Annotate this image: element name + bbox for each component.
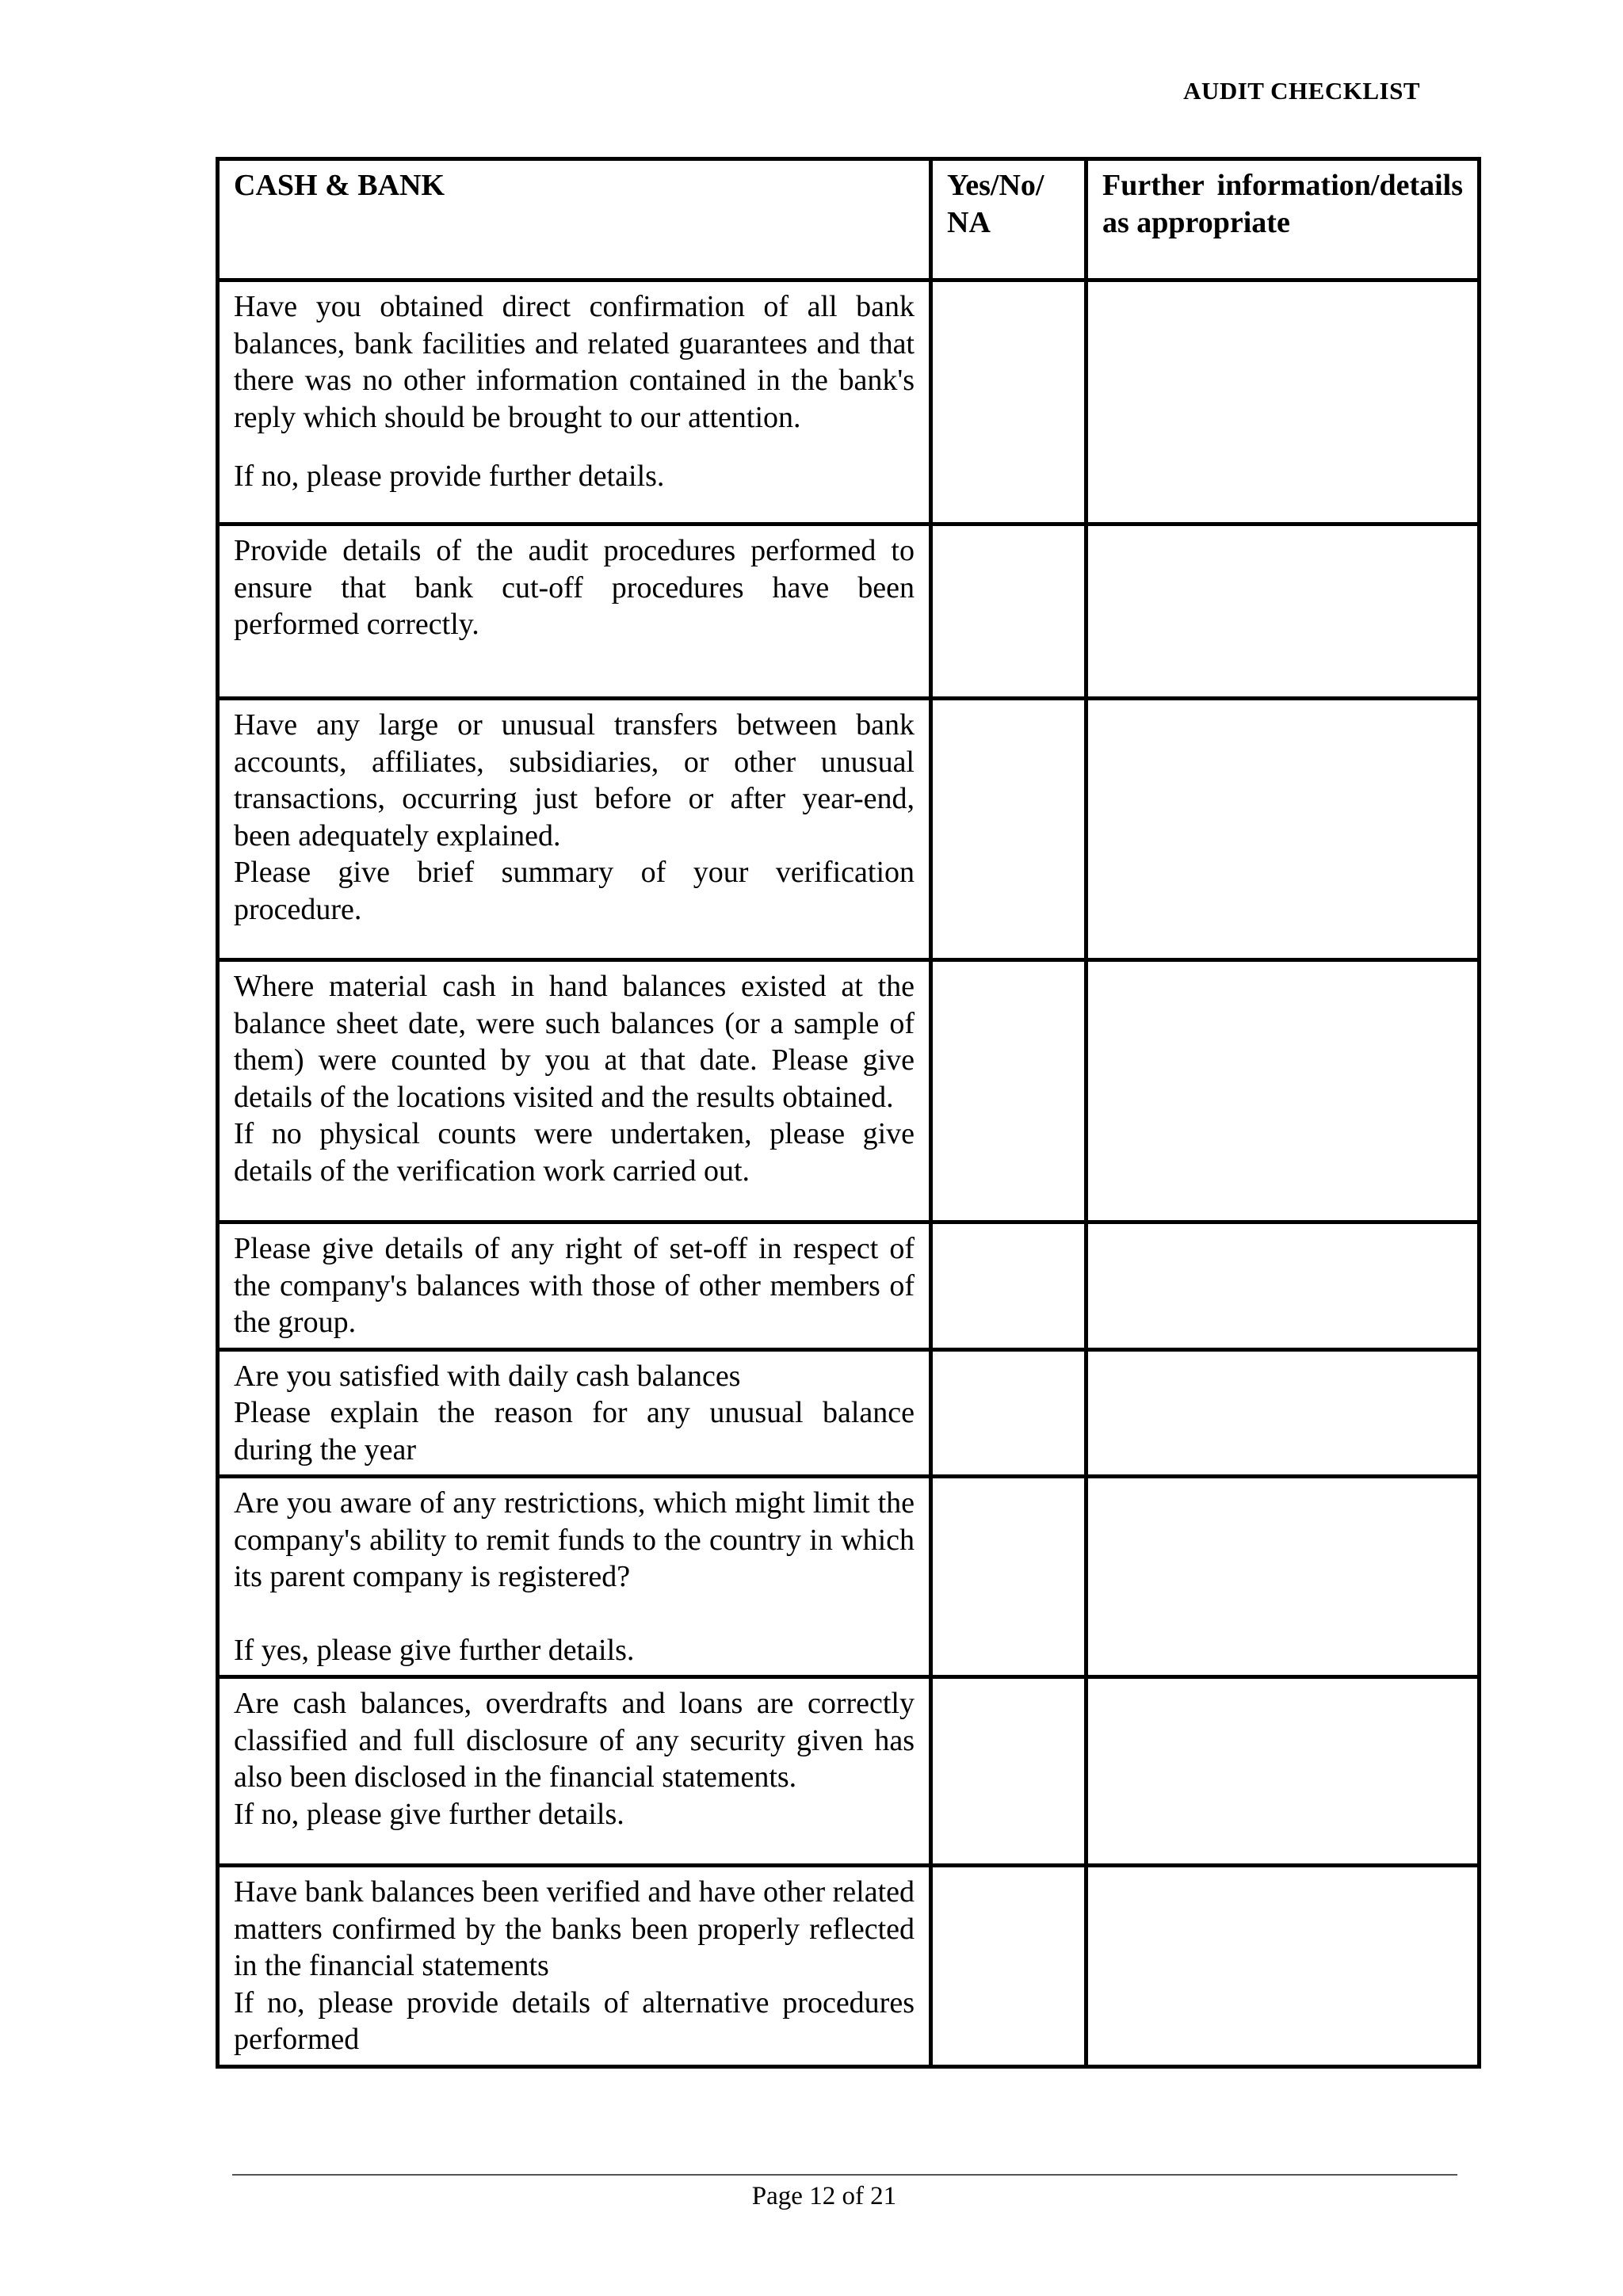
details-cell[interactable] [1086, 960, 1480, 1222]
page-number: Page 12 of 21 [751, 2182, 897, 2210]
question-text: Are cash balances, overdrafts and loans are correctly classified and full disclosure of any security given has also been disclosed in the financial statements. [234, 1687, 915, 1794]
question-text: Where material cash in hand balances existed at the balance sheet date, were such balances (or a sample of them) were counted by you at that date. Please give details of the locations visited and the results obtained. [234, 970, 915, 1114]
table-row [218, 1477, 1480, 1677]
question-cell [218, 280, 931, 524]
section-title-cell: CASH & BANK [218, 159, 931, 280]
details-cell[interactable] [1086, 1349, 1480, 1477]
table-header-row [218, 159, 1480, 280]
question-text: Are you satisfied with daily cash balances [234, 1359, 741, 1393]
question-note: Please explain the reason for any unusual balance during the year [234, 1396, 915, 1466]
table-row [218, 524, 1480, 699]
question-note: Please give brief summary of your verification procedure. [234, 856, 915, 926]
details-cell[interactable] [1086, 524, 1480, 699]
table-row [218, 1866, 1480, 2067]
table-row [218, 1677, 1480, 1866]
answer-cell[interactable] [931, 1222, 1086, 1350]
answer-cell[interactable] [931, 280, 1086, 524]
question-cell [218, 524, 931, 699]
answer-cell[interactable] [931, 960, 1086, 1222]
table-row [218, 699, 1480, 960]
question-text: Provide details of the audit procedures performed to ensure that bank cut-off procedures have been performed correctly. [234, 534, 915, 641]
answer-cell[interactable] [931, 1866, 1086, 2067]
answer-cell[interactable] [931, 1677, 1086, 1866]
question-note: If yes, please give further details. [234, 1633, 635, 1667]
table-row [218, 1222, 1480, 1350]
audit-checklist-table [216, 157, 1481, 2069]
question-note: If no, please provide further details. [234, 460, 665, 493]
question-text: Have bank balances been verified and have other related matters confirmed by the banks been properly reflected in the financial statements [234, 1875, 915, 1982]
question-cell [218, 1349, 931, 1477]
answer-column-header: Yes/No/ NA [931, 159, 1086, 280]
table-row [218, 280, 1480, 524]
question-cell [218, 699, 931, 960]
question-text: Have you obtained direct confirmation of all bank balances, bank facilities and related guarantees and that there was no other information contained in the bank's reply which should be brought to our attention. [234, 290, 915, 434]
details-cell[interactable] [1086, 699, 1480, 960]
details-cell[interactable] [1086, 1222, 1480, 1350]
details-cell[interactable] [1086, 1677, 1480, 1866]
question-cell [218, 1222, 931, 1350]
details-cell[interactable] [1086, 280, 1480, 524]
question-note: If no physical counts were undertaken, please give details of the verification work carried out. [234, 1117, 915, 1188]
question-cell [218, 1866, 931, 2067]
page-header-title: AUDIT CHECKLIST [1183, 77, 1420, 105]
question-cell [218, 960, 931, 1222]
question-cell [218, 1477, 931, 1677]
table-row [218, 1349, 1480, 1477]
question-text: Please give details of any right of set-off in respect of the company's balances with those of other members of the group. [234, 1232, 915, 1339]
answer-cell[interactable] [931, 524, 1086, 699]
question-text: Have any large or unusual transfers between bank accounts, affiliates, subsidiaries, or other unusual transactions, occurring just before or after year-end, been adequately explained. [234, 708, 915, 852]
question-text: Are you aware of any restrictions, which might limit the company's ability to remit funds to the country in which its parent company is registered? [234, 1486, 915, 1593]
footer-divider [232, 2174, 1457, 2176]
details-column-header: Further information/details as appropriate [1086, 159, 1480, 280]
answer-cell[interactable] [931, 1477, 1086, 1677]
question-cell [218, 1677, 931, 1866]
answer-cell[interactable] [931, 1349, 1086, 1477]
details-cell[interactable] [1086, 1866, 1480, 2067]
question-note: If no, please give further details. [234, 1797, 624, 1831]
answer-cell[interactable] [931, 699, 1086, 960]
details-cell[interactable] [1086, 1477, 1480, 1677]
question-note: If no, please provide details of alternative procedures performed [234, 1985, 915, 2056]
table-row [218, 960, 1480, 1222]
